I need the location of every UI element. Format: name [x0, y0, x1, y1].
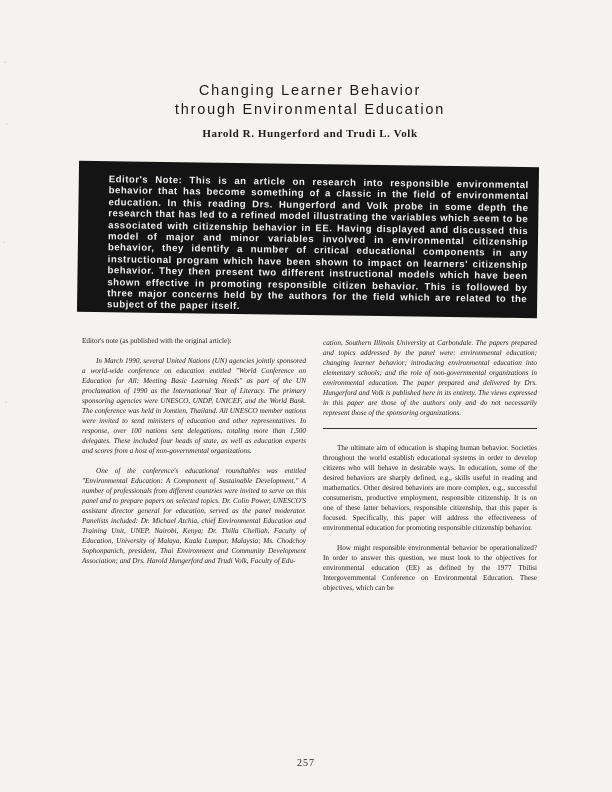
- author-byline: Harold R. Hungerford and Trudi L. Volk: [202, 128, 418, 140]
- body-paragraph: cation, Southern Illinois University at Carbondale. The papers prepared and topics addressed by the panel were: environmental education; changing learner behavior; introducing environmental education into elementary schools; and the role of non-governmental organizations in environmental education. The paper prepared and delivered by Drs. Hungerford and Volk is published here in its entirety. The views expressed in this paper are those of the authors only and do not necessarily represent those of the sponsoring organizations.: [323, 339, 537, 417]
- body-paragraph: One of the conference's educational roundtables was entitled "Environmental Education: A Component of Sustainable Development." A number of professionals from different countries were invited to serve on this panel and to prepare papers on selected topics. Dr. Colin Power, UNESCO'S assistant director general for education, served as the panel moderator. Panelists included: Dr. Michael Atchia, chief Environmental Education and Training Unit, UNEP, Nairobi, Kenya; Dr. Thilla Chelliah, Faculty of Education, University of Malaya, Kuala Lumpur, Malaysia; Ms. Chodchoy Sophonpanich, president, Thai Environment and Community Development Association; and Drs. Harold Hungerford and Trudi Volk, Faculty of Edu-: [82, 467, 306, 565]
- body-paragraph: In March 1990, several United Nations (UN) agencies jointly sponsored a world-wide conference on education entitled "World Conference on Education for All: Meeting Basic Learning Needs" as part of the UN proclamation of 1990 as the International Year of Literacy. The primary sponsoring agencies were UNESCO, UNDP, UNICEF, and the World Bank. The conference was held in Jomtien, Thailand. All UNESCO member nations were invited to send ministers of education and other representatives. In response, over 100 nations sent delegations, totaling more than 1,500 delegates. These included four heads of state, as well as education experts and scores from a host of non-governmental organizations.: [82, 357, 306, 455]
- scan-speck: ·: [5, 400, 7, 406]
- title-line-2: through Environmental Education: [174, 102, 446, 118]
- editors-note-box: [77, 161, 539, 318]
- body-paragraph: How might responsible environmental behavior be operationalized? In order to answer this question, we must look to the objectives for environmental education (EE) as defined by the 1977 Tbilisi Intergovernmental Conference on Environmental Education. These objectives, which can be: [323, 544, 537, 592]
- editors-note-text: Editor's Note: This is an article on research into responsible environmental behavior that has become something of a classic in the field of environmental education. In this reading Drs. Hungerford and Volk probe in some depth the research that has led to a refined model illustrating the variables which seem to be associated with citizenship behavior in EE. Having displayed and discussed this model of major and minor variables involved in environmental citizenship behavior, they identify a number of critical educational components in any instructional program which have been shown to impact on learners' citizenship behavior. They then present two different instructional models which have been shown effective in promoting responsible citizen behavior. This is followed by three major concerns held by the authors for the field which are related to the subject of the paper itself.: [106, 174, 529, 313]
- left-column: [82, 336, 306, 576]
- page-number: 257: [297, 758, 315, 769]
- section-divider: [323, 428, 537, 429]
- scan-speck: ·: [6, 122, 8, 128]
- scan-speck: ·: [4, 60, 6, 66]
- scan-speck: ·: [3, 240, 5, 246]
- body-paragraph: The ultimate aim of education is shaping human behavior. Societies throughout the world establish educational systems in order to develop citizens who will behave in desirable ways. In education, some of the desired behaviors are sharply defined, e.g., skills useful in reading and mathematics. Other desired behaviors are more complex, e.g., successful consumerism, productive employment, responsible citizenship. It is on one of these latter behaviors, responsible citizenship, that this paper is focused. Specifically, this paper will address the effectiveness of environmental education for promoting responsible citizenship behavior.: [323, 444, 537, 532]
- article-title: [120, 82, 500, 120]
- title-line-1: Changing Learner Behavior: [198, 83, 422, 99]
- right-column: [323, 338, 537, 603]
- editors-note-heading: Editor's note (as published with the original article):: [82, 337, 232, 345]
